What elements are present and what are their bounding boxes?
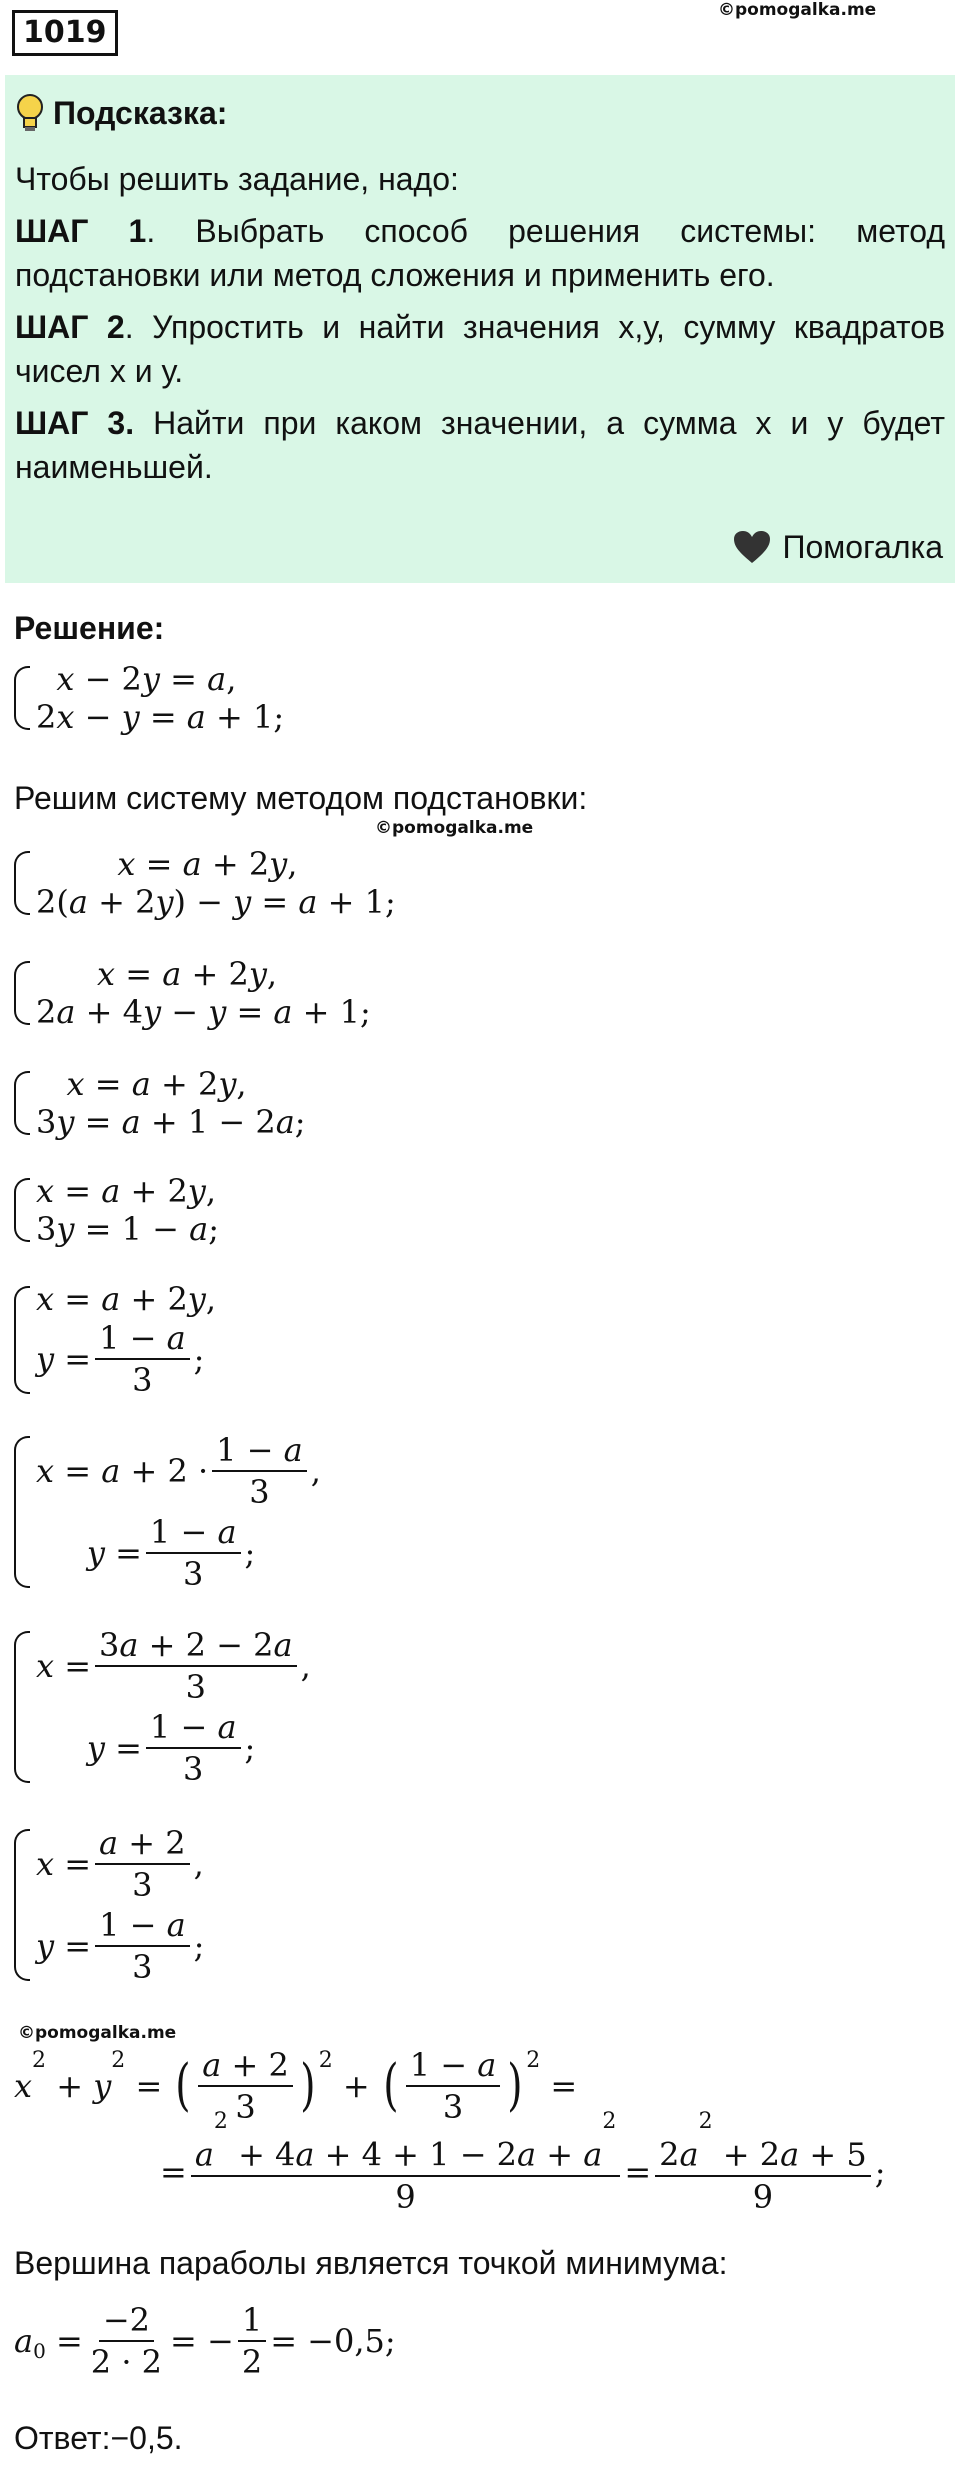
sum-of-squares-line-1: x $^2$ + y $^2$ = ( $\frac{a + 2}{3}$ ) $^2$ + ( $\frac{1 - a}{3}$ ) $^2$ =	[14, 2046, 578, 2126]
watermark-top: ©pomogalka.me	[718, 0, 877, 20]
task-number: 1019	[12, 10, 118, 56]
system-step-4: x = a + 2 y , 3 y = 1 − a ;	[14, 1172, 219, 1248]
hint-box	[5, 75, 955, 583]
hint-title-text: Подсказка:	[53, 95, 228, 131]
solution-title: Решение:	[14, 610, 165, 646]
system-step-8: x = $\frac{a + 2}{3}$ , y = $\frac{1 - a}{3}$ ;	[14, 1823, 204, 1987]
system-original: x − 2 y = a , 2 x − y = a + 1;	[14, 660, 284, 736]
system-step-2: x = a + 2 y , 2 a + 4 y − y = a + 1;	[14, 955, 371, 1031]
hint-intro: Чтобы решить задание, надо:	[15, 161, 459, 197]
vertex-text: Вершина параболы является точкой минимума:	[14, 2245, 728, 2281]
brand	[732, 525, 943, 569]
hint-step-2: ШАГ 2. Упростить и найти значения х,у, сумму квадратов чисел х и у.	[15, 309, 946, 389]
system-step-3: x = a + 2 y , 3 y = a + 1 − 2 a ;	[14, 1065, 306, 1141]
lightbulb-icon	[15, 93, 45, 133]
method-text: Решим систему методом подстановки:	[14, 780, 588, 816]
watermark-low: ©pomogalka.me	[18, 2023, 177, 2043]
hint-step-1: ШАГ 1. Выбрать способ решения системы: метод подстановки или метод сложения и применить его.	[15, 213, 946, 293]
system-step-6: x = a + 2 · $\frac{1 - a}{3}$ , y = $\frac{1 - a}{3}$ ;	[14, 1430, 321, 1594]
vertex-formula: a $_0$ = $\frac{-2}{2 \cdot 2}$ = − $\frac{1}{2}$ = −0,5;	[14, 2301, 396, 2381]
heart-icon	[732, 529, 772, 565]
system-step-5: x = a + 2 y , y = $\frac{1 - a}{3}$ ;	[14, 1280, 216, 1400]
watermark-mid: ©pomogalka.me	[375, 818, 534, 838]
hint-step-3: ШАГ 3. Найти при каком значении, а сумма х и у будет наименьшей.	[15, 405, 946, 485]
sum-of-squares-line-2: = $\frac{a^2 + 4a + 4 + 1 - 2a + a^2}{9}$ = $\frac{2a^2 + 2a + 5}{9}$ ;	[160, 2109, 886, 2216]
system-step-7: x = $\frac{3a + 2 - 2a}{3}$ , y = $\frac{1 - a}{3}$ ;	[14, 1625, 311, 1789]
hint-title	[15, 85, 945, 141]
brand-name: Помогалка	[782, 529, 943, 565]
answer: Ответ:−0,5.	[14, 2420, 183, 2456]
system-step-1: x = a + 2 y , 2( a + 2 y ) − y = a + 1;	[14, 845, 396, 921]
